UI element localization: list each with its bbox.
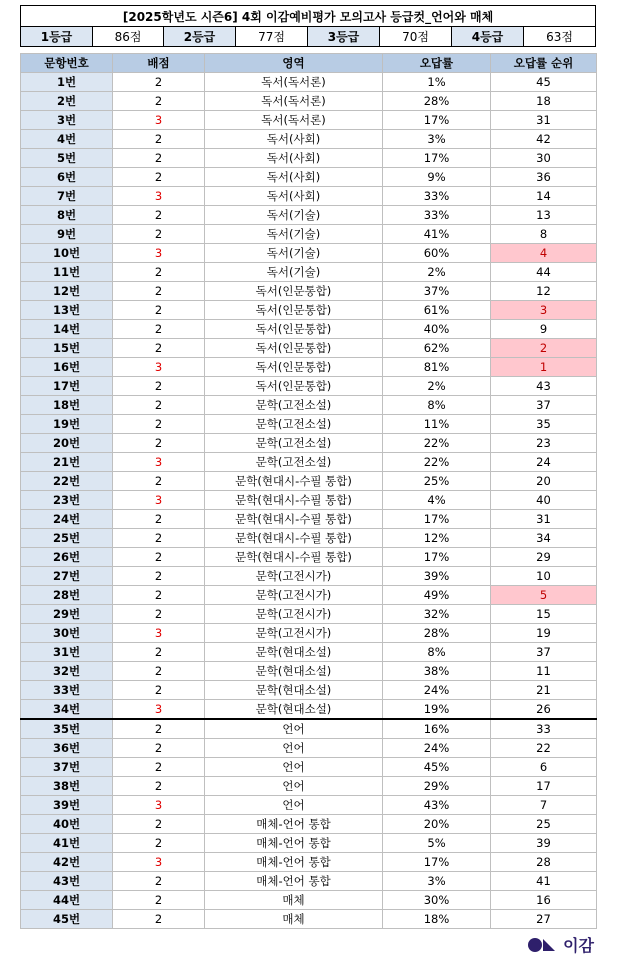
area: 매체-언어 통합 xyxy=(205,872,383,891)
error-rank: 21 xyxy=(491,681,597,700)
error-rank: 19 xyxy=(491,624,597,643)
points: 2 xyxy=(113,206,205,225)
question-stats-table xyxy=(20,53,597,929)
area: 문학(현대시-수필 통합) xyxy=(205,510,383,529)
question-number: 22번 xyxy=(21,472,113,491)
area: 독서(기술) xyxy=(205,244,383,263)
question-number: 7번 xyxy=(21,187,113,206)
error-rate: 30% xyxy=(383,891,491,910)
points: 2 xyxy=(113,130,205,149)
area: 독서(인문통합) xyxy=(205,377,383,396)
error-rank: 4 xyxy=(491,244,597,263)
table-row xyxy=(21,853,597,872)
error-rate: 11% xyxy=(383,415,491,434)
error-rate: 25% xyxy=(383,472,491,491)
error-rank: 36 xyxy=(491,168,597,187)
error-rank: 22 xyxy=(491,739,597,758)
grade-score: 70점 xyxy=(380,27,452,47)
error-rate: 2% xyxy=(383,377,491,396)
table-row xyxy=(21,758,597,777)
area: 독서(기술) xyxy=(205,225,383,244)
question-number: 11번 xyxy=(21,263,113,282)
table-row xyxy=(21,415,597,434)
error-rank: 30 xyxy=(491,149,597,168)
column-header: 오답률 xyxy=(383,54,491,73)
points: 2 xyxy=(113,777,205,796)
area: 문학(현대시-수필 통합) xyxy=(205,529,383,548)
table-row xyxy=(21,834,597,853)
points: 2 xyxy=(113,263,205,282)
question-number: 44번 xyxy=(21,891,113,910)
area: 독서(인문통합) xyxy=(205,339,383,358)
area: 독서(사회) xyxy=(205,187,383,206)
table-row xyxy=(21,244,597,263)
area: 매체-언어 통합 xyxy=(205,834,383,853)
area: 언어 xyxy=(205,777,383,796)
question-number: 1번 xyxy=(21,73,113,92)
area: 언어 xyxy=(205,739,383,758)
area: 언어 xyxy=(205,796,383,815)
table-row xyxy=(21,396,597,415)
error-rate: 12% xyxy=(383,529,491,548)
table-row xyxy=(21,491,597,510)
error-rank: 20 xyxy=(491,472,597,491)
question-number: 36번 xyxy=(21,739,113,758)
question-number: 35번 xyxy=(21,719,113,739)
area: 문학(현대시-수필 통합) xyxy=(205,491,383,510)
error-rate: 37% xyxy=(383,282,491,301)
question-number: 23번 xyxy=(21,491,113,510)
area: 문학(현대소설) xyxy=(205,662,383,681)
points: 3 xyxy=(113,453,205,472)
question-number: 19번 xyxy=(21,415,113,434)
question-number: 42번 xyxy=(21,853,113,872)
error-rank: 11 xyxy=(491,662,597,681)
question-number: 28번 xyxy=(21,586,113,605)
error-rank: 2 xyxy=(491,339,597,358)
area: 매체-언어 통합 xyxy=(205,853,383,872)
error-rate: 20% xyxy=(383,815,491,834)
error-rate: 43% xyxy=(383,796,491,815)
error-rank: 27 xyxy=(491,910,597,929)
points: 2 xyxy=(113,472,205,491)
column-header: 배점 xyxy=(113,54,205,73)
error-rank: 15 xyxy=(491,605,597,624)
question-number: 3번 xyxy=(21,111,113,130)
area: 문학(고전시가) xyxy=(205,624,383,643)
area: 독서(사회) xyxy=(205,168,383,187)
error-rank: 26 xyxy=(491,700,597,720)
question-number: 6번 xyxy=(21,168,113,187)
error-rank: 45 xyxy=(491,73,597,92)
points: 2 xyxy=(113,225,205,244)
error-rate: 38% xyxy=(383,662,491,681)
area: 독서(기술) xyxy=(205,263,383,282)
grade-score: 77점 xyxy=(236,27,308,47)
area: 문학(고전소설) xyxy=(205,434,383,453)
table-row xyxy=(21,662,597,681)
error-rank: 39 xyxy=(491,834,597,853)
table-row xyxy=(21,92,597,111)
error-rank: 6 xyxy=(491,758,597,777)
table-row xyxy=(21,796,597,815)
question-number: 10번 xyxy=(21,244,113,263)
points: 2 xyxy=(113,834,205,853)
error-rate: 81% xyxy=(383,358,491,377)
area: 문학(현대소설) xyxy=(205,643,383,662)
error-rank: 34 xyxy=(491,529,597,548)
table-row xyxy=(21,149,597,168)
question-number: 2번 xyxy=(21,92,113,111)
area: 독서(인문통합) xyxy=(205,358,383,377)
grade-score: 86점 xyxy=(93,27,164,47)
grade-label: 1등급 xyxy=(21,27,93,47)
points: 3 xyxy=(113,796,205,815)
error-rate: 1% xyxy=(383,73,491,92)
table-row xyxy=(21,130,597,149)
area: 문학(현대소설) xyxy=(205,681,383,700)
grade-score: 63점 xyxy=(524,27,596,47)
table-row xyxy=(21,815,597,834)
error-rate: 9% xyxy=(383,168,491,187)
error-rate: 17% xyxy=(383,548,491,567)
table-row xyxy=(21,320,597,339)
question-number: 45번 xyxy=(21,910,113,929)
points: 2 xyxy=(113,149,205,168)
error-rank: 31 xyxy=(491,510,597,529)
error-rate: 8% xyxy=(383,396,491,415)
area: 독서(기술) xyxy=(205,206,383,225)
table-row xyxy=(21,377,597,396)
page-title: [2025학년도 시즌6] 4회 이감예비평가 모의고사 등급컷_언어와 매체 xyxy=(21,6,596,27)
error-rate: 16% xyxy=(383,719,491,739)
error-rate: 32% xyxy=(383,605,491,624)
error-rate: 40% xyxy=(383,320,491,339)
table-row xyxy=(21,263,597,282)
error-rank: 24 xyxy=(491,453,597,472)
points: 2 xyxy=(113,719,205,739)
question-number: 26번 xyxy=(21,548,113,567)
points: 3 xyxy=(113,700,205,720)
question-number: 25번 xyxy=(21,529,113,548)
error-rate: 61% xyxy=(383,301,491,320)
points: 2 xyxy=(113,758,205,777)
points: 2 xyxy=(113,891,205,910)
column-header: 오답률 순위 xyxy=(491,54,597,73)
table-row xyxy=(21,339,597,358)
table-row xyxy=(21,282,597,301)
points: 2 xyxy=(113,567,205,586)
grade-label: 3등급 xyxy=(308,27,380,47)
area: 매체 xyxy=(205,891,383,910)
error-rank: 17 xyxy=(491,777,597,796)
table-row xyxy=(21,434,597,453)
question-number: 20번 xyxy=(21,434,113,453)
error-rank: 18 xyxy=(491,92,597,111)
table-row xyxy=(21,510,597,529)
table-row xyxy=(21,472,597,491)
error-rate: 17% xyxy=(383,510,491,529)
error-rate: 19% xyxy=(383,700,491,720)
error-rate: 22% xyxy=(383,453,491,472)
error-rate: 62% xyxy=(383,339,491,358)
table-row xyxy=(21,624,597,643)
error-rank: 41 xyxy=(491,872,597,891)
table-row xyxy=(21,548,597,567)
error-rate: 8% xyxy=(383,643,491,662)
table-row xyxy=(21,777,597,796)
error-rank: 23 xyxy=(491,434,597,453)
error-rate: 28% xyxy=(383,624,491,643)
question-number: 13번 xyxy=(21,301,113,320)
error-rate: 28% xyxy=(383,92,491,111)
question-number: 21번 xyxy=(21,453,113,472)
area: 문학(고전시가) xyxy=(205,567,383,586)
grade-cut-header xyxy=(20,5,596,47)
area: 독서(사회) xyxy=(205,130,383,149)
area: 문학(현대시-수필 통합) xyxy=(205,472,383,491)
points: 2 xyxy=(113,282,205,301)
area: 독서(인문통합) xyxy=(205,282,383,301)
points: 3 xyxy=(113,111,205,130)
points: 2 xyxy=(113,92,205,111)
table-row xyxy=(21,739,597,758)
error-rate: 24% xyxy=(383,739,491,758)
area: 언어 xyxy=(205,719,383,739)
points: 2 xyxy=(113,739,205,758)
table-row xyxy=(21,187,597,206)
table-row xyxy=(21,73,597,92)
question-number: 32번 xyxy=(21,662,113,681)
error-rank: 44 xyxy=(491,263,597,282)
area: 독서(독서론) xyxy=(205,73,383,92)
error-rate: 5% xyxy=(383,834,491,853)
error-rank: 7 xyxy=(491,796,597,815)
table-row xyxy=(21,111,597,130)
grade-label: 4등급 xyxy=(452,27,524,47)
area: 독서(인문통합) xyxy=(205,301,383,320)
question-number: 39번 xyxy=(21,796,113,815)
points: 3 xyxy=(113,358,205,377)
logo-text: 이감 xyxy=(563,936,594,955)
error-rank: 31 xyxy=(491,111,597,130)
points: 3 xyxy=(113,187,205,206)
error-rate: 18% xyxy=(383,910,491,929)
points: 3 xyxy=(113,624,205,643)
error-rate: 39% xyxy=(383,567,491,586)
area: 문학(고전소설) xyxy=(205,396,383,415)
area: 문학(현대소설) xyxy=(205,700,383,720)
error-rank: 25 xyxy=(491,815,597,834)
points: 3 xyxy=(113,491,205,510)
error-rank: 37 xyxy=(491,643,597,662)
area: 문학(고전소설) xyxy=(205,453,383,472)
area: 문학(고전시가) xyxy=(205,586,383,605)
points: 2 xyxy=(113,643,205,662)
table-row xyxy=(21,872,597,891)
table-row xyxy=(21,910,597,929)
question-number: 5번 xyxy=(21,149,113,168)
table-header-row xyxy=(21,54,597,73)
error-rate: 60% xyxy=(383,244,491,263)
question-number: 31번 xyxy=(21,643,113,662)
area: 매체 xyxy=(205,910,383,929)
error-rate: 33% xyxy=(383,206,491,225)
question-number: 16번 xyxy=(21,358,113,377)
brand-logo xyxy=(527,933,594,956)
points: 3 xyxy=(113,853,205,872)
points: 2 xyxy=(113,415,205,434)
question-number: 38번 xyxy=(21,777,113,796)
error-rank: 13 xyxy=(491,206,597,225)
question-number: 30번 xyxy=(21,624,113,643)
points: 2 xyxy=(113,168,205,187)
error-rank: 8 xyxy=(491,225,597,244)
table-row xyxy=(21,529,597,548)
error-rate: 17% xyxy=(383,853,491,872)
error-rate: 2% xyxy=(383,263,491,282)
points: 2 xyxy=(113,510,205,529)
table-row xyxy=(21,700,597,720)
question-number: 14번 xyxy=(21,320,113,339)
table-row xyxy=(21,453,597,472)
points: 2 xyxy=(113,396,205,415)
error-rate: 22% xyxy=(383,434,491,453)
error-rate: 17% xyxy=(383,149,491,168)
points: 2 xyxy=(113,548,205,567)
grade-cut-row xyxy=(21,27,596,47)
question-number: 27번 xyxy=(21,567,113,586)
table-row xyxy=(21,586,597,605)
question-number: 9번 xyxy=(21,225,113,244)
error-rate: 24% xyxy=(383,681,491,700)
points: 2 xyxy=(113,377,205,396)
area: 독서(인문통합) xyxy=(205,320,383,339)
error-rate: 45% xyxy=(383,758,491,777)
table-row xyxy=(21,358,597,377)
error-rank: 5 xyxy=(491,586,597,605)
points: 2 xyxy=(113,586,205,605)
question-number: 12번 xyxy=(21,282,113,301)
question-number: 40번 xyxy=(21,815,113,834)
grade-label: 2등급 xyxy=(164,27,236,47)
points: 2 xyxy=(113,434,205,453)
question-number: 24번 xyxy=(21,510,113,529)
error-rate: 29% xyxy=(383,777,491,796)
error-rate: 33% xyxy=(383,187,491,206)
question-number: 41번 xyxy=(21,834,113,853)
error-rank: 10 xyxy=(491,567,597,586)
error-rank: 9 xyxy=(491,320,597,339)
points: 3 xyxy=(113,244,205,263)
area: 독서(독서론) xyxy=(205,111,383,130)
question-number: 43번 xyxy=(21,872,113,891)
points: 2 xyxy=(113,73,205,92)
error-rank: 16 xyxy=(491,891,597,910)
question-number: 4번 xyxy=(21,130,113,149)
error-rate: 41% xyxy=(383,225,491,244)
error-rank: 40 xyxy=(491,491,597,510)
table-row xyxy=(21,301,597,320)
question-number: 15번 xyxy=(21,339,113,358)
points: 2 xyxy=(113,681,205,700)
column-header: 문항번호 xyxy=(21,54,113,73)
area: 매체-언어 통합 xyxy=(205,815,383,834)
table-row xyxy=(21,225,597,244)
error-rate: 3% xyxy=(383,130,491,149)
error-rank: 12 xyxy=(491,282,597,301)
error-rank: 35 xyxy=(491,415,597,434)
error-rate: 49% xyxy=(383,586,491,605)
points: 2 xyxy=(113,910,205,929)
error-rank: 1 xyxy=(491,358,597,377)
table-row xyxy=(21,605,597,624)
points: 2 xyxy=(113,605,205,624)
table-row xyxy=(21,891,597,910)
error-rank: 42 xyxy=(491,130,597,149)
question-number: 34번 xyxy=(21,700,113,720)
area: 문학(고전시가) xyxy=(205,605,383,624)
error-rate: 3% xyxy=(383,872,491,891)
question-number: 18번 xyxy=(21,396,113,415)
column-header: 영역 xyxy=(205,54,383,73)
points: 2 xyxy=(113,872,205,891)
table-row xyxy=(21,567,597,586)
error-rank: 14 xyxy=(491,187,597,206)
points: 2 xyxy=(113,815,205,834)
table-row xyxy=(21,681,597,700)
table-row xyxy=(21,168,597,187)
question-number: 17번 xyxy=(21,377,113,396)
area: 독서(독서론) xyxy=(205,92,383,111)
igam-logo-icon xyxy=(527,937,557,953)
error-rank: 3 xyxy=(491,301,597,320)
error-rank: 28 xyxy=(491,853,597,872)
points: 2 xyxy=(113,339,205,358)
area: 문학(고전소설) xyxy=(205,415,383,434)
table-row xyxy=(21,206,597,225)
question-number: 8번 xyxy=(21,206,113,225)
area: 문학(현대시-수필 통합) xyxy=(205,548,383,567)
question-number: 29번 xyxy=(21,605,113,624)
error-rank: 43 xyxy=(491,377,597,396)
points: 2 xyxy=(113,529,205,548)
table-row xyxy=(21,643,597,662)
question-number: 37번 xyxy=(21,758,113,777)
table-body xyxy=(21,73,597,929)
error-rate: 4% xyxy=(383,491,491,510)
error-rate: 17% xyxy=(383,111,491,130)
points: 2 xyxy=(113,320,205,339)
area: 독서(사회) xyxy=(205,149,383,168)
error-rank: 33 xyxy=(491,719,597,739)
points: 2 xyxy=(113,662,205,681)
question-number: 33번 xyxy=(21,681,113,700)
table-row xyxy=(21,719,597,739)
error-rank: 29 xyxy=(491,548,597,567)
error-rank: 37 xyxy=(491,396,597,415)
area: 언어 xyxy=(205,758,383,777)
points: 2 xyxy=(113,301,205,320)
